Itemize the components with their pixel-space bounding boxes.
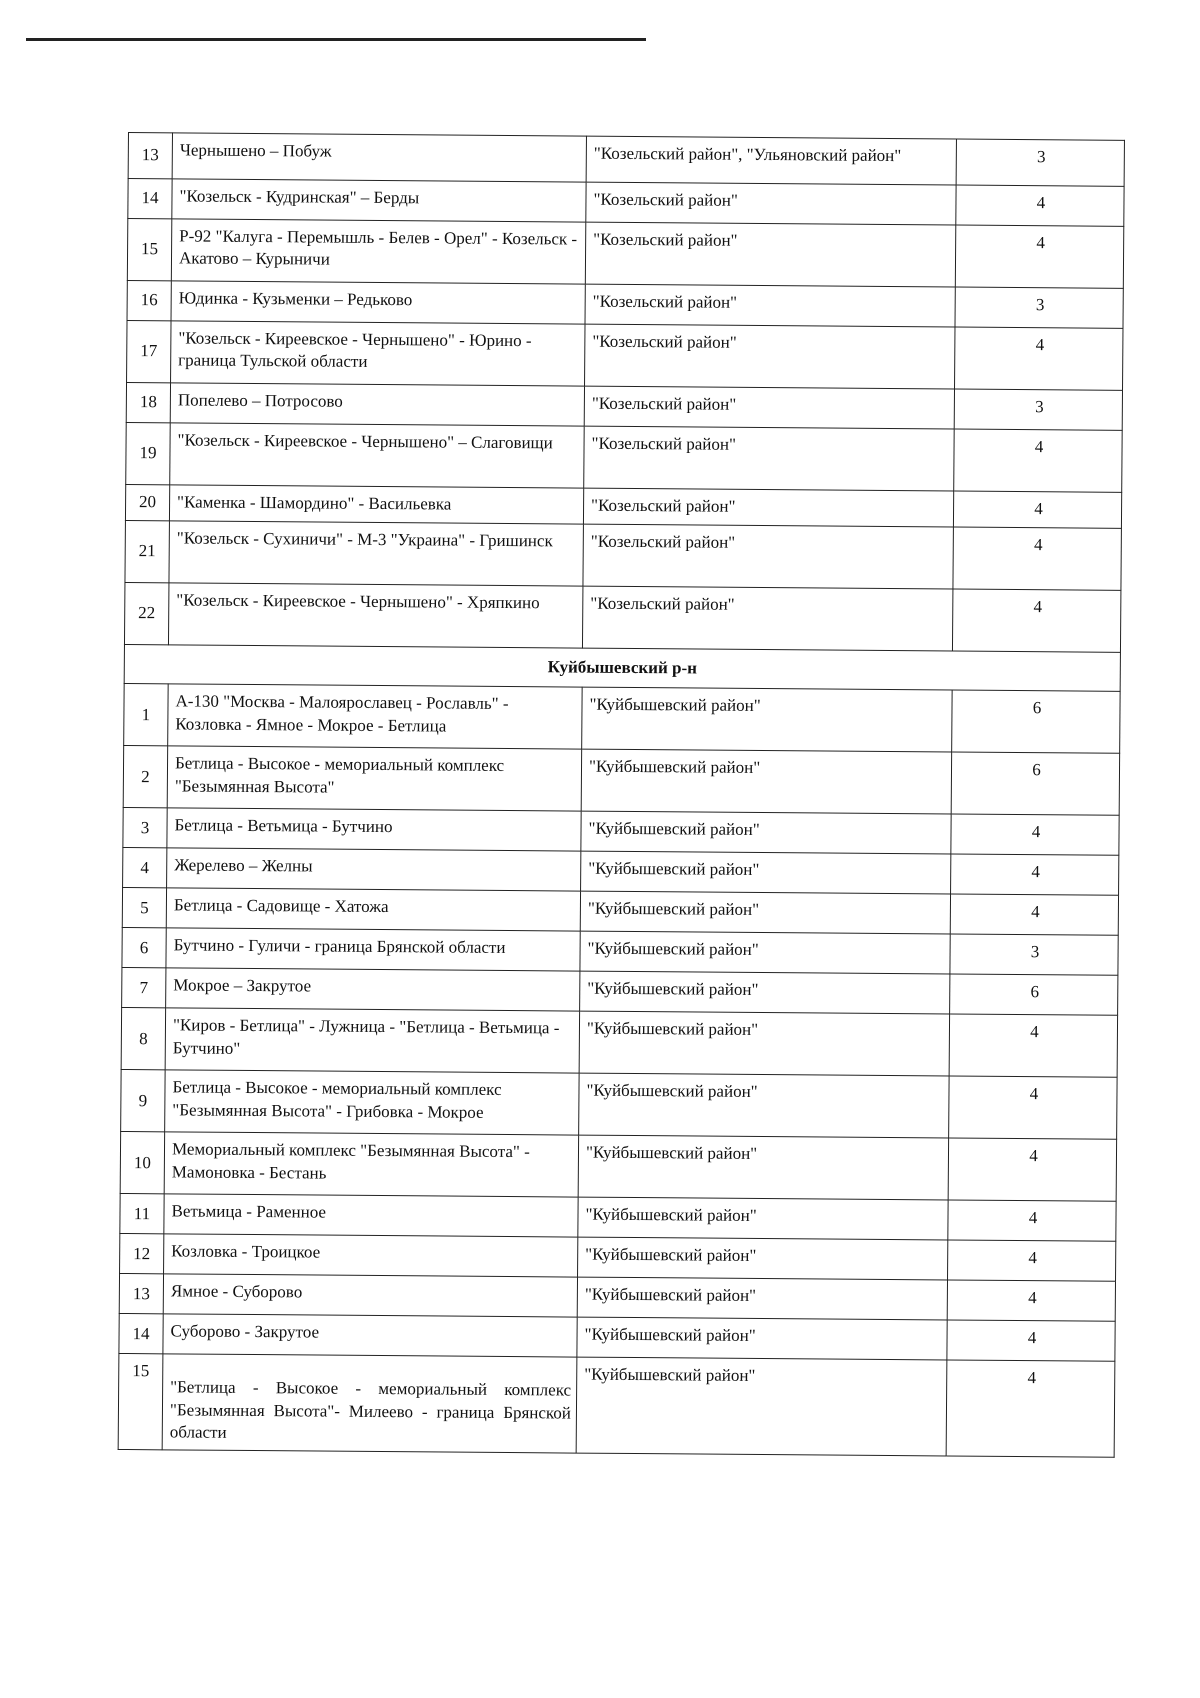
road-value: 4 — [955, 327, 1123, 390]
road-value: 4 — [948, 1138, 1116, 1201]
row-number: 21 — [125, 520, 169, 582]
road-name: Бутчино - Гуличи - граница Брянской области — [166, 928, 580, 971]
row-number: 6 — [122, 928, 166, 968]
row-number: 17 — [127, 320, 171, 382]
road-value: 4 — [949, 1076, 1117, 1139]
road-value: 3 — [956, 139, 1124, 186]
road-value: 3 — [955, 287, 1123, 328]
road-value: 3 — [950, 934, 1118, 975]
road-name: Ямное - Суборово — [163, 1274, 577, 1317]
row-number: 3 — [123, 808, 167, 848]
road-name: "Козельск - Киреевское - Чернышено" - Юрино - граница Тульской области — [171, 321, 585, 386]
district-name: "Козельский район" — [585, 222, 955, 287]
district-name: "Козельский район" — [583, 524, 953, 589]
road-value: 4 — [953, 527, 1121, 590]
row-number: 11 — [120, 1194, 164, 1234]
road-value: 4 — [947, 1320, 1115, 1361]
row-number: 15 — [127, 219, 171, 281]
row-number: 13 — [119, 1274, 163, 1314]
table-row — [121, 1008, 1117, 1078]
row-number: 8 — [121, 1008, 165, 1070]
road-name: "Козельск - Киреевское - Чернышено" - Хряпкино — [168, 583, 582, 648]
table-row — [124, 684, 1120, 754]
row-number: 9 — [121, 1070, 165, 1132]
district-name: "Куйбышевский район" — [581, 812, 951, 855]
table-row — [127, 219, 1123, 289]
district-name: "Куйбышевский район" — [577, 1278, 947, 1321]
road-name: Мокрое – Закрутое — [166, 968, 580, 1011]
row-number: 18 — [126, 382, 170, 422]
district-name: "Куйбышевский район" — [580, 932, 950, 975]
district-name: "Куйбышевский район" — [580, 972, 950, 1015]
roads-table — [118, 132, 1125, 1458]
road-name: "Каменка - Шамордино" - Васильевка — [169, 485, 583, 524]
district-name: "Куйбышевский район" — [581, 852, 951, 895]
table-row — [126, 422, 1122, 492]
district-name: "Куйбышевский район" — [579, 1074, 949, 1139]
road-value: 4 — [948, 1200, 1116, 1241]
table-row — [124, 582, 1120, 652]
district-name: "Куйбышевский район" — [580, 892, 950, 935]
road-name: "Киров - Бетлица" - Лужница - "Бетлица - Ветьмица - Бутчино" — [165, 1008, 579, 1073]
road-value: 4 — [953, 491, 1121, 528]
road-value: 6 — [952, 690, 1120, 753]
road-value: 4 — [952, 589, 1120, 652]
district-name: "Куйбышевский район" — [581, 750, 951, 815]
road-value: 3 — [954, 389, 1122, 430]
row-number: 19 — [126, 422, 170, 484]
row-number: 12 — [120, 1234, 164, 1274]
district-name: "Козельский район" — [582, 586, 952, 651]
road-value: 6 — [950, 974, 1118, 1015]
district-name: "Куйбышевский район" — [578, 1136, 948, 1201]
section-title: Куйбышевский р-н — [124, 644, 1120, 691]
road-value: 4 — [951, 814, 1119, 855]
district-name: "Куйбышевский район" — [578, 1238, 948, 1281]
road-name: Юдинка - Кузьменки – Редьково — [171, 281, 585, 324]
road-name: Мемориальный комплекс "Безымянная Высота" - Мамоновка - Бестань — [164, 1132, 578, 1197]
road-name: "Козельск - Сухиничи" - М-3 "Украина" - Гришинск — [169, 521, 583, 586]
district-name: "Козельский район" — [586, 182, 956, 225]
district-name: "Козельский район" — [585, 284, 955, 327]
roads-table-body — [118, 133, 1124, 1458]
table-row — [118, 1354, 1115, 1458]
road-name: "Бетлица - Высокое - мемориальный комплекс "Безымянная Высота"- Милеево - граница Брянской области — [162, 1354, 577, 1453]
road-name: Чернышено – Побуж — [172, 133, 586, 182]
row-number: 15 — [118, 1354, 163, 1450]
road-value: 4 — [954, 429, 1122, 492]
table-row — [121, 1070, 1117, 1140]
road-value: 4 — [948, 1240, 1116, 1281]
row-number: 20 — [125, 484, 169, 520]
district-name: "Куйбышевский район" — [577, 1318, 947, 1361]
road-value: 4 — [955, 225, 1123, 288]
row-number: 14 — [128, 179, 172, 219]
row-number: 7 — [122, 968, 166, 1008]
road-value: 6 — [951, 752, 1119, 815]
row-number: 4 — [123, 848, 167, 888]
table-row — [125, 520, 1121, 590]
road-value: 4 — [946, 1360, 1115, 1457]
road-name: Козловка - Троицкое — [164, 1234, 578, 1277]
table-row — [127, 320, 1123, 390]
district-name: "Козельский район" — [585, 324, 955, 389]
road-name: "Козельск - Кудринская" – Берды — [172, 179, 586, 222]
road-name: Жерелево – Желны — [167, 848, 581, 891]
table-row — [123, 746, 1119, 816]
district-name: "Козельский район", "Ульяновский район" — [586, 136, 956, 185]
road-value: 4 — [950, 894, 1118, 935]
document-sheet — [118, 132, 1124, 1458]
road-name: "Козельск - Киреевское - Чернышено" – Слаговищи — [170, 423, 584, 488]
row-number: 5 — [122, 888, 166, 928]
row-number: 2 — [123, 746, 167, 808]
road-name: Бетлица - Высокое - мемориальный комплекс "Безымянная Высота" — [167, 746, 581, 811]
row-number: 22 — [124, 582, 168, 644]
road-value: 4 — [956, 185, 1124, 226]
road-name: Ветьмица - Раменное — [164, 1194, 578, 1237]
road-value: 4 — [947, 1280, 1115, 1321]
row-number: 16 — [127, 280, 171, 320]
row-number: 1 — [124, 684, 168, 746]
district-name: "Куйбышевский район" — [578, 1198, 948, 1241]
road-name: Суборово - Закрутое — [163, 1314, 577, 1357]
road-name: Бетлица - Садовище - Хатожа — [166, 888, 580, 931]
row-number: 10 — [120, 1132, 164, 1194]
district-name: "Куйбышевский район" — [579, 1012, 949, 1077]
district-name: "Козельский район" — [584, 386, 954, 429]
district-name: "Козельский район" — [583, 488, 953, 527]
road-name: Попелево – Потросово — [170, 383, 584, 426]
table-row — [128, 133, 1124, 187]
road-name: Бетлица - Высокое - мемориальный комплекс "Безымянная Высота" - Грибовка - Мокрое — [165, 1070, 579, 1135]
row-number: 13 — [128, 133, 172, 179]
road-name: Бетлица - Ветьмица - Бутчино — [167, 808, 581, 851]
district-name: "Куйбышевский район" — [582, 688, 952, 753]
road-name: Р-92 "Калуга - Перемышль - Белев - Орел" - Козельск - Акатово – Курыничи — [171, 219, 585, 284]
road-value: 4 — [949, 1014, 1117, 1077]
header-rule — [26, 38, 646, 41]
row-number: 14 — [119, 1314, 163, 1354]
road-value: 4 — [951, 854, 1119, 895]
district-name: "Куйбышевский район" — [576, 1358, 947, 1457]
road-name: А-130 "Москва - Малоярославец - Рославль" - Козловка - Ямное - Мокрое - Бетлица — [168, 684, 582, 749]
district-name: "Козельский район" — [584, 426, 954, 491]
table-row — [120, 1132, 1116, 1202]
